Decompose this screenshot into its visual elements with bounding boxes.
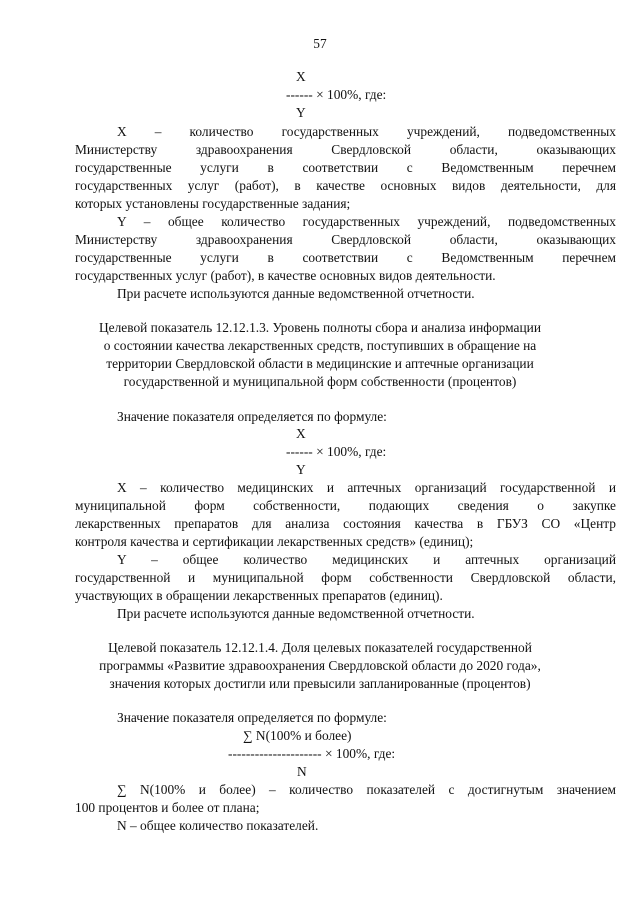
indicator-heading: государственной и муниципальной форм собственности (процентов) bbox=[123, 374, 517, 389]
indicator-heading: территории Свердловской области в медицинские и аптечные организации bbox=[106, 356, 534, 371]
definition-line: участвующих в обращении лекарственных препаратов (единиц). bbox=[75, 588, 443, 603]
definition-line: государственные услуги в соответствии с Ведомственным перечнем bbox=[75, 160, 616, 175]
definition-line: ∑ N(100% и более) – количество показателей с достигнутым значением bbox=[117, 782, 616, 797]
formula-fraction-line: ------ × 100%, где: bbox=[286, 444, 387, 459]
formula-intro: Значение показателя определяется по формуле: bbox=[117, 409, 387, 424]
definition-line: государственные услуги в соответствии с Ведомственным перечнем bbox=[75, 250, 616, 265]
definition-line: X – количество медицинских и аптечных организаций государственной и bbox=[117, 480, 616, 495]
formula-intro: Значение показателя определяется по формуле: bbox=[117, 710, 387, 725]
formula-fraction-line: ------ × 100%, где: bbox=[286, 87, 387, 102]
formula-numerator: X bbox=[296, 69, 306, 84]
definition-line: контроля качества и сертификации лекарственных средств» (единиц); bbox=[75, 534, 474, 549]
definition-line: Y – общее количество государственных учреждений, подведомственных bbox=[117, 214, 616, 229]
source-note: При расчете используются данные ведомственной отчетности. bbox=[117, 606, 475, 621]
definition-line: которых установлены государственные задания; bbox=[75, 196, 351, 211]
definition-line: Y – общее количество медицинских и аптечных организаций bbox=[117, 552, 616, 567]
definition-line: государственных услуг (работ), в качестве основных видов деятельности. bbox=[75, 268, 496, 283]
formula-numerator: X bbox=[296, 426, 306, 441]
indicator-heading: Целевой показатель 12.12.1.3. Уровень полноты сбора и анализа информации bbox=[98, 320, 541, 335]
source-note: При расчете используются данные ведомственной отчетности. bbox=[117, 286, 475, 301]
definition-line: X – количество государственных учреждений, подведомственных bbox=[117, 124, 616, 139]
definition-line: Министерству здравоохранения Свердловской области, оказывающих bbox=[75, 232, 616, 247]
formula-denominator: Y bbox=[296, 462, 306, 477]
definition-line: лекарственных препаратов для анализа состояния качества в ГБУЗ СО «Центр bbox=[75, 516, 616, 531]
indicator-heading: программы «Развитие здравоохранения Свердловской области до 2020 года», bbox=[99, 658, 541, 673]
indicator-heading: о состоянии качества лекарственных средств, поступивших в обращение на bbox=[103, 338, 537, 353]
page-number: 57 bbox=[313, 36, 327, 51]
indicator-heading: Целевой показатель 12.12.1.4. Доля целевых показателей государственной bbox=[108, 640, 532, 655]
definition-line: государственной и муниципальной форм собственности Свердловской области, bbox=[75, 570, 616, 585]
definition-line: государственных услуг (работ), в качестве основных видов деятельности, для bbox=[75, 178, 616, 193]
formula-denominator: N bbox=[297, 764, 307, 779]
definition-line: муниципальной форм собственности, подающих сведения о закупке bbox=[75, 498, 616, 513]
formula-fraction-line: --------------------- × 100%, где: bbox=[228, 746, 396, 761]
definition-line: Министерству здравоохранения Свердловской области, оказывающих bbox=[75, 142, 616, 157]
indicator-heading: значения которых достигли или превысили запланированные (процентов) bbox=[109, 676, 531, 691]
definition-line: 100 процентов и более от плана; bbox=[75, 800, 260, 815]
formula-denominator: Y bbox=[296, 105, 306, 120]
formula-numerator: ∑ N(100% и более) bbox=[243, 728, 352, 743]
definition-line: N – общее количество показателей. bbox=[117, 818, 319, 833]
